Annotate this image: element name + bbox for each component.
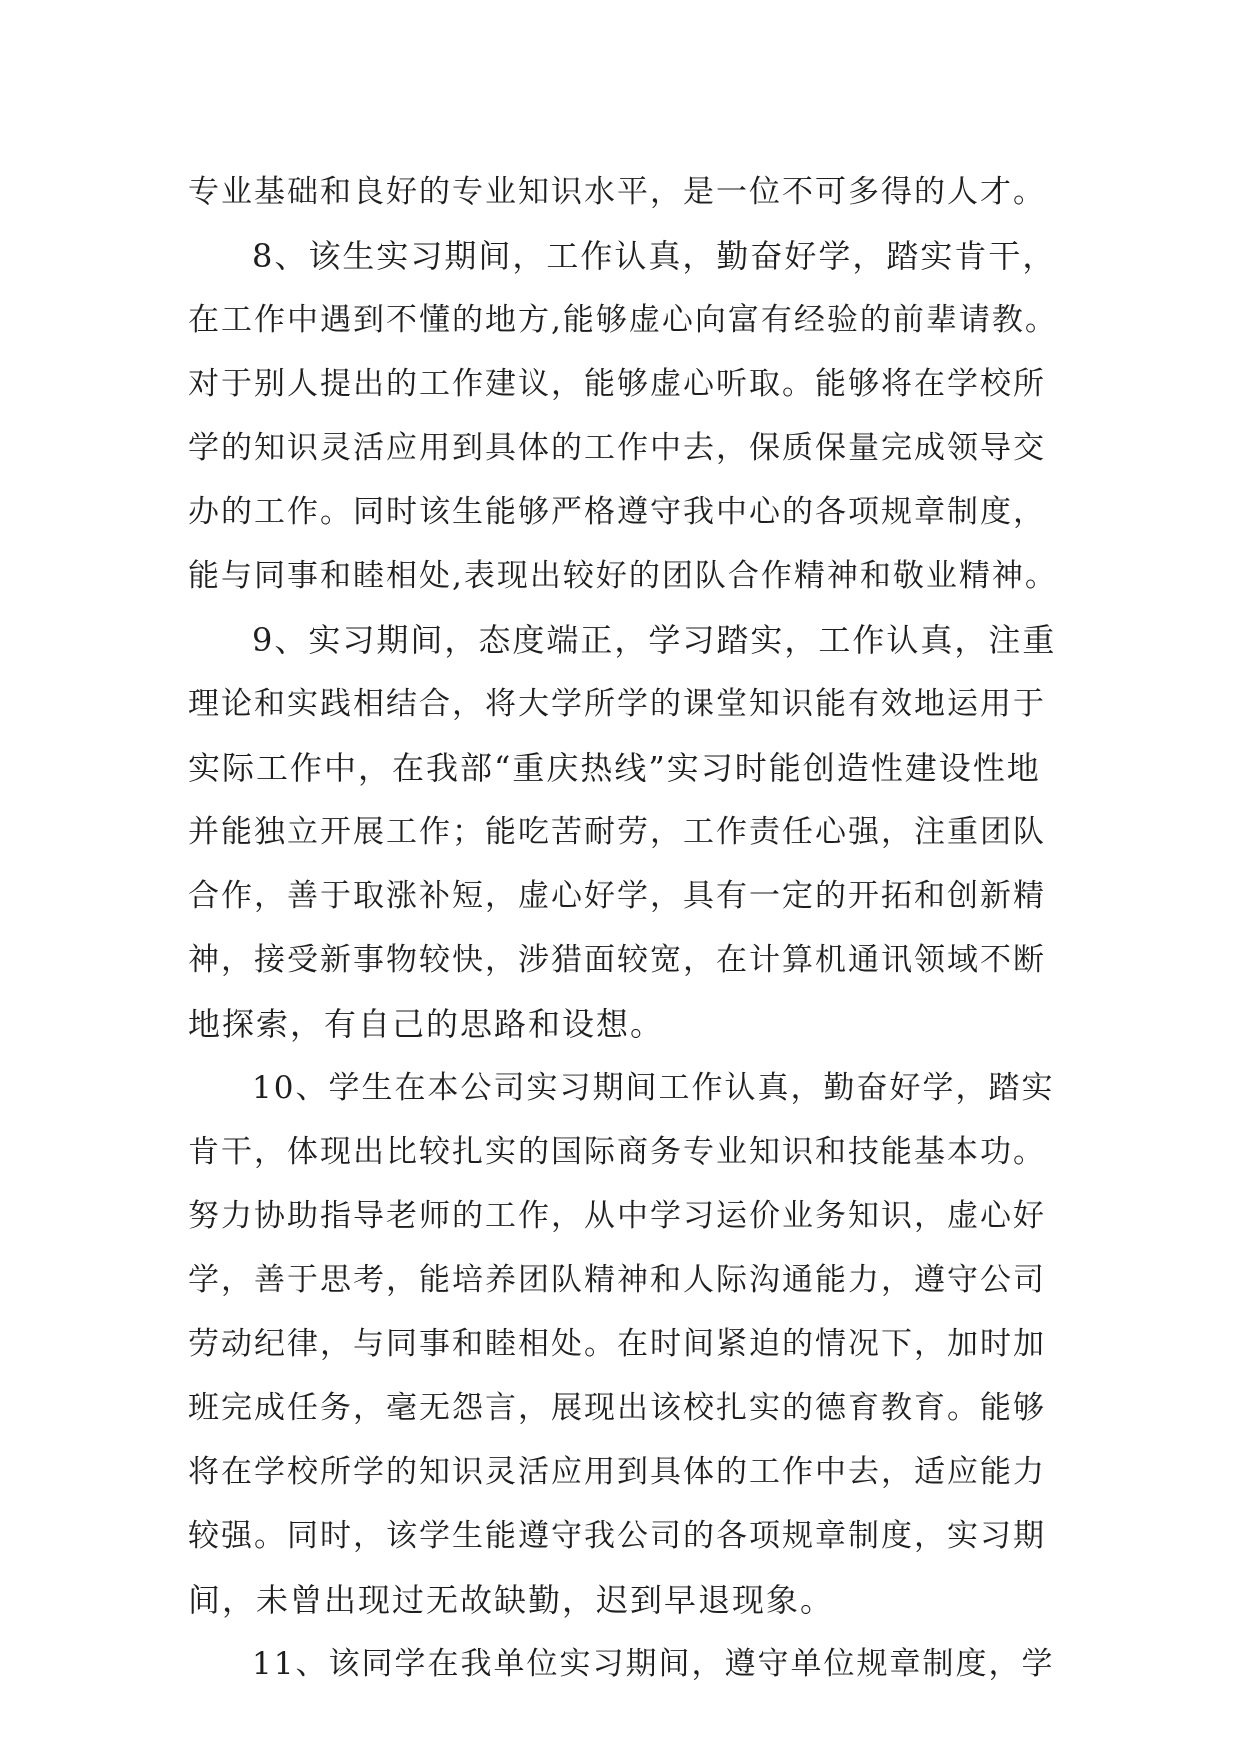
text-line: 班完成任务，毫无怨言，展现出该校扎实的德育教育。能够 bbox=[188, 1390, 1046, 1426]
text-line: 学的知识灵活应用到具体的工作中去，保质保量完成领导交 bbox=[188, 430, 1046, 466]
text-line: 9、实习期间，态度端正，学习踏实，工作认真，注重 bbox=[252, 621, 1057, 659]
text-line: 学，善于思考，能培养团队精神和人际沟通能力，遵守公司 bbox=[188, 1262, 1046, 1298]
text-line: 合作，善于取涨补短，虚心好学，具有一定的开拓和创新精 bbox=[188, 878, 1046, 914]
text-line: 将在学校所学的知识灵活应用到具体的工作中去，适应能力 bbox=[188, 1454, 1046, 1490]
text-line: 能与同事和睦相处,表现出较好的团队合作精神和敬业精神。 bbox=[188, 558, 1058, 594]
text-line: 8、该生实习期间，工作认真，勤奋好学，踏实肯干， bbox=[252, 237, 1057, 275]
text-line: 10、学生在本公司实习期间工作认真，勤奋好学，踏实 bbox=[252, 1070, 1055, 1106]
text-line: 实际工作中，在我部“重庆热线”实习时能创造性建设性地 bbox=[188, 749, 1041, 787]
text-line: 劳动纪律，与同事和睦相处。在时间紧迫的情况下，加时加 bbox=[188, 1326, 1046, 1362]
text-line: 在工作中遇到不懂的地方,能够虚心向富有经验的前辈请教。 bbox=[188, 302, 1058, 338]
text-line: 努力协助指导老师的工作，从中学习运价业务知识，虚心好 bbox=[188, 1198, 1046, 1234]
document-body bbox=[188, 160, 1058, 1696]
text-line: 神，接受新事物较快，涉猎面较宽，在计算机通讯领域不断 bbox=[188, 942, 1046, 978]
text-line: 理论和实践相结合，将大学所学的课堂知识能有效地运用于 bbox=[188, 686, 1046, 722]
text-line: 并能独立开展工作；能吃苦耐劳，工作责任心强，注重团队 bbox=[188, 814, 1046, 850]
text-line: 间，未曾出现过无故缺勤，迟到早退现象。 bbox=[188, 1581, 835, 1619]
text-line: 对于别人提出的工作建议，能够虚心听取。能够将在学校所 bbox=[188, 366, 1046, 402]
text-line: 较强。同时，该学生能遵守我公司的各项规章制度，实习期 bbox=[188, 1518, 1046, 1554]
text-line: 专业基础和良好的专业知识水平，是一位不可多得的人才。 bbox=[188, 174, 1046, 210]
text-line: 办的工作。同时该生能够严格遵守我中心的各项规章制度， bbox=[188, 494, 1046, 530]
text-line: 11、该同学在我单位实习期间，遵守单位规章制度，学 bbox=[252, 1646, 1055, 1682]
text-line: 地探索，有自己的思路和设想。 bbox=[188, 1005, 665, 1043]
text-line: 肯干，体现出比较扎实的国际商务专业知识和技能基本功。 bbox=[188, 1134, 1046, 1170]
